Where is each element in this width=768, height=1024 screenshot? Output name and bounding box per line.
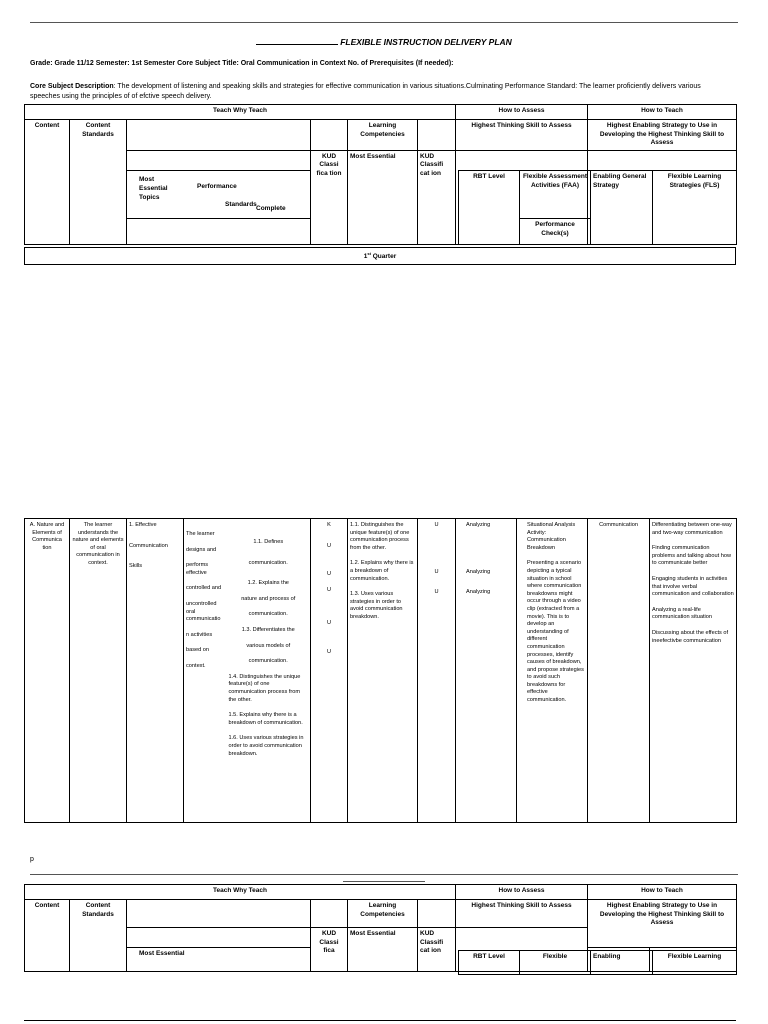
topic-line: 1. Effective	[129, 522, 157, 528]
content-header: Content	[25, 120, 70, 245]
rbt-cell	[456, 519, 517, 823]
fls-item: Differentiating between one-way and two-way communication	[652, 522, 732, 536]
general-strategy-cell: Communication	[588, 519, 650, 823]
complete-line: nature and process of	[241, 595, 296, 602]
kud-value: K	[327, 522, 331, 528]
p-mark: p	[30, 856, 34, 863]
complete-cell	[227, 519, 311, 823]
perf-line: performs effective	[186, 562, 209, 576]
topics-performance-cell	[127, 170, 311, 218]
teach-why-header: Teach Why Teach	[25, 105, 456, 120]
most-essential-header: Most Essential	[348, 928, 418, 972]
perf-line: based on	[186, 647, 210, 654]
kud-value: U	[326, 586, 332, 593]
bottom-table-edge	[24, 1020, 736, 1021]
blank-cell	[127, 150, 311, 170]
blank-cell	[311, 120, 348, 151]
content-standard-cell: The learner understands the nature and elements of oral communication in context.	[70, 519, 127, 823]
performance-checks-header: Performance Check(s)	[520, 219, 591, 245]
kud-value: U	[434, 568, 439, 575]
complete-line: various models of	[246, 642, 291, 649]
perf-line: The learner	[186, 531, 215, 537]
competency: 1.1. Distinguishes the unique feature(s) of one communication process from the other.	[350, 522, 410, 551]
blank-cell	[127, 928, 311, 948]
complete-line: communication.	[248, 611, 288, 618]
complete-line: communication.	[248, 559, 288, 566]
performance-cell	[184, 519, 227, 823]
learning-competencies-header: Learning Competencies	[348, 120, 418, 151]
faa-cell	[517, 519, 588, 823]
document-title: FLEXIBLE INSTRUCTION DELIVERY PLAN	[0, 36, 768, 47]
rbt-value: Analyzing	[466, 589, 491, 596]
fls-item: Finding communication problems and talking about how to communicate better	[652, 545, 731, 567]
fls-cell	[650, 519, 737, 823]
blank-cell	[418, 120, 456, 151]
grade-line: Grade: Grade 11/12 Semester: 1st Semester Core Subject Title: Oral Communication in Context No. of Prerequisites (If needed):	[30, 60, 454, 67]
kud-classification-header: KUD Classi fica	[311, 928, 348, 972]
fls-header: Flexible Learning	[653, 951, 737, 975]
highest-thinking-header: Highest Thinking Skill to Assess	[456, 900, 588, 928]
enabling-general-header: Enabling General Strategy	[591, 171, 653, 245]
competency: 1.2. Explains why there is a breakdown of communication.	[350, 560, 414, 582]
content-header: Content	[25, 900, 70, 972]
complete-line: 1.4. Distinguishes the unique feature(s) of one communication process from the other.	[228, 673, 301, 703]
assessment-subheader	[458, 170, 737, 245]
blank-cell	[127, 120, 311, 151]
assessment-subheader-2	[458, 950, 737, 975]
blank-cell	[418, 900, 456, 928]
how-to-teach-header: How to Teach	[588, 885, 737, 900]
complete-line: 1.1. Defines	[253, 539, 284, 545]
highest-enabling-header: Highest Enabling Strategy to Use in Developing the Highest Thinking Skill to Assess	[588, 120, 737, 151]
page2-top-rule	[30, 874, 738, 875]
enabling-general-header: Enabling	[591, 951, 653, 975]
complete-label: Complete	[256, 204, 286, 212]
content-standards-header: Content Standards	[70, 120, 127, 245]
kud-cell	[311, 519, 348, 823]
most-essential-header: Most Essential	[348, 150, 418, 244]
standards-label: Standards	[225, 200, 257, 208]
kud-classification-header-2: KUD Classifi cat ion	[418, 150, 456, 244]
kud2-cell	[418, 519, 456, 823]
competencies-cell	[348, 519, 418, 823]
content-standards-header: Content Standards	[70, 900, 127, 972]
fls-item: Engaging students in activities that involve verbal communication and collaboration	[652, 575, 734, 598]
top-rule	[30, 22, 738, 23]
blank-cell	[311, 900, 348, 928]
rbt-value: Analyzing	[466, 568, 491, 575]
blank-cell	[127, 218, 311, 244]
highest-enabling-header: Highest Enabling Strategy to Use in Developing the Highest Thinking Skill to Assess	[588, 900, 737, 948]
kud-classification-header-2: KUD Classifi cat ion	[418, 928, 456, 972]
topic-line: Communication	[129, 542, 168, 549]
fls-item: Analyzing a real-life communication situation	[652, 606, 713, 621]
complete-line: 1.5. Explains why there is a breakdown of communication.	[228, 712, 303, 726]
quarter-label: 1st Quarter	[25, 248, 736, 265]
kud-classification-header: KUD Classi fica tion	[311, 150, 348, 244]
teach-why-header: Teach Why Teach	[25, 885, 456, 900]
content-row-table	[24, 518, 737, 823]
subject-description: Core Subject Description: The development of listening and speaking skills and strategies for effective communication in various situations.Culminating Performance Standard: The learner proficiently delivers various speeches using the principles of of efctive speech delivery.	[30, 83, 701, 100]
learning-competencies-header: Learning Competencies	[348, 900, 418, 928]
perf-line: uncontrolled oral communicatio	[186, 600, 221, 623]
quarter-row	[24, 247, 736, 265]
topic-line: Skills	[129, 563, 143, 570]
kud-value: U	[326, 571, 332, 578]
perf-line: context.	[186, 662, 206, 669]
fls-item: Discussing about the effects of ineefectivbe communication	[652, 629, 729, 644]
most-essential-topics-label: Most Essential Topics	[139, 175, 168, 201]
faa-header: Flexible Assessment Activities (FAA)	[520, 171, 591, 219]
fls-header: Flexible Learning Strategies (FLS)	[653, 171, 737, 245]
complete-line: communication.	[248, 658, 288, 665]
blank-cell	[127, 900, 311, 928]
kud-value: U	[326, 542, 332, 549]
content-cell: A. Nature and Elements of Communica tion	[25, 519, 70, 823]
kud-value: U	[434, 522, 439, 528]
kud-value: U	[326, 648, 332, 655]
faa-text: Presenting a scenario depicting a typical situation in school where communication breakdowns might occur through a video clip (extracted from a movie). This is to develop an understanding of different communication processes, identify causes of breakdown, and propose strategies to avoid such breakdowns for effective communication.	[527, 560, 584, 704]
most-essential-topics-label: Most Essential	[127, 948, 311, 972]
page2-short-rule	[343, 881, 425, 882]
complete-line: 1.2. Explains the	[247, 580, 289, 587]
faa-header: Flexible	[520, 951, 591, 975]
perf-line: n activities	[186, 631, 213, 638]
competency: 1.3. Uses various strategies in order to avoid communication breakdown.	[350, 591, 403, 620]
faa-text: Situational Analysis Activity: Communication Breakdown	[527, 522, 576, 551]
how-to-assess-header: How to Assess	[456, 105, 588, 120]
complete-line: 1.6. Uses various strategies in order to avoid communication breakdown.	[228, 735, 304, 757]
kud-value: U	[434, 589, 439, 596]
rbt-level-header: RBT Level	[459, 171, 520, 245]
perf-line: designs and	[186, 546, 217, 553]
perf-line: controlled and	[186, 585, 222, 592]
how-to-assess-header: How to Assess	[456, 885, 588, 900]
complete-line: 1.3. Differentiates the	[241, 626, 295, 633]
highest-thinking-header: Highest Thinking Skill to Assess	[456, 120, 588, 151]
how-to-teach-header: How to Teach	[588, 105, 737, 120]
performance-label: Performance	[197, 182, 237, 190]
kud-value: U	[326, 620, 332, 627]
rbt-level-header: RBT Level	[459, 951, 520, 975]
rbt-value: Analyzing	[466, 522, 491, 528]
topics-cell	[127, 519, 184, 823]
